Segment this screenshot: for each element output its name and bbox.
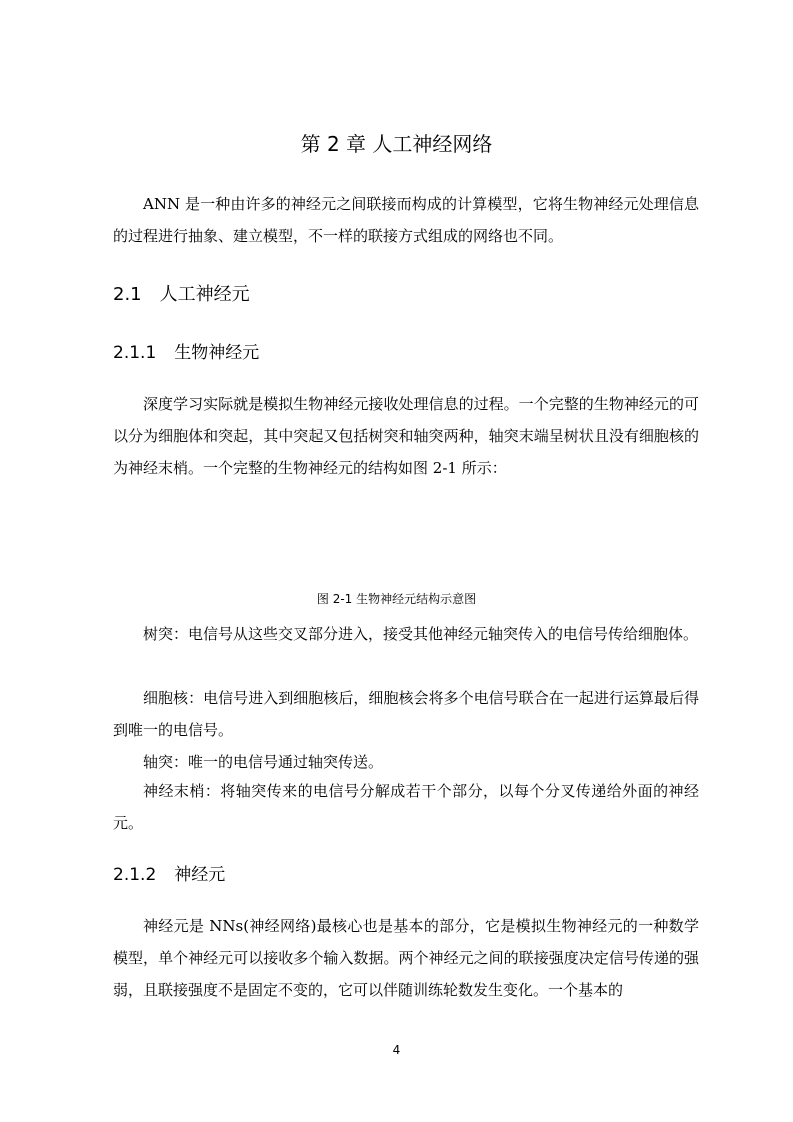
body-paragraph: 神经元是 NNs(神经网络)最核心也是基本的部分，它是模拟生物神经元的一种数学模型，单个神经元可以接收多个输入数据。两个神经元之间的联接强度决定信号传递的强弱，且联接强度不是固定不变的，它可以伴随训练轮数发生变化。一个基本的: [113, 917, 699, 999]
figure-caption: 图 2-1 生物神经元结构示意图: [316, 592, 477, 606]
section-title: 人工神经元: [159, 284, 250, 305]
definition-paragraph: 神经末梢：将轴突传来的电信号分解成若干个部分，以每个分叉传递给外面的神经元。: [113, 782, 699, 832]
chapter-title: 第 2 章 人工神经网络: [300, 132, 493, 156]
intro-paragraph: ANN 是一种由许多的神经元之间联接而构成的计算模型，它将生物神经元处理信息的过程进行抽象、建立模型，不一样的联接方式组成的网络也不同。: [113, 195, 699, 245]
definition-paragraph: 细胞核：电信号进入到细胞核后，细胞核会将多个电信号联合在一起进行运算最后得到唯一的电信号。: [113, 689, 699, 739]
subsection-heading-2-1-1: [113, 338, 259, 363]
section-number: 2.1: [113, 284, 142, 305]
figure-placeholder: [113, 505, 699, 583]
section-heading-2-1: [113, 280, 250, 306]
subsection-heading-2-1-2: [113, 860, 225, 885]
body-paragraph: 深度学习实际就是模拟生物神经元接收处理信息的过程。一个完整的生物神经元的可以分为细胞体和突起，其中突起又包括树突和轴突两种，轴突末端呈树状且没有细胞核的为神经末梢。一个完整的生物神经元的结构如图 2-1 所示：: [113, 395, 699, 477]
subsection-number: 2.1.2: [113, 865, 157, 885]
page-number: 4: [392, 1043, 401, 1057]
subsection-title: 生物神经元: [174, 343, 260, 363]
definition-paragraph: 轴突：唯一的电信号通过轴突传送。: [143, 753, 384, 771]
subsection-number: 2.1.1: [113, 343, 157, 363]
definition-paragraph: 树突：电信号从这些交叉部分进入，接受其他神经元轴突传入的电信号传给细胞体。: [143, 625, 699, 643]
subsection-title: 神经元: [174, 865, 226, 885]
